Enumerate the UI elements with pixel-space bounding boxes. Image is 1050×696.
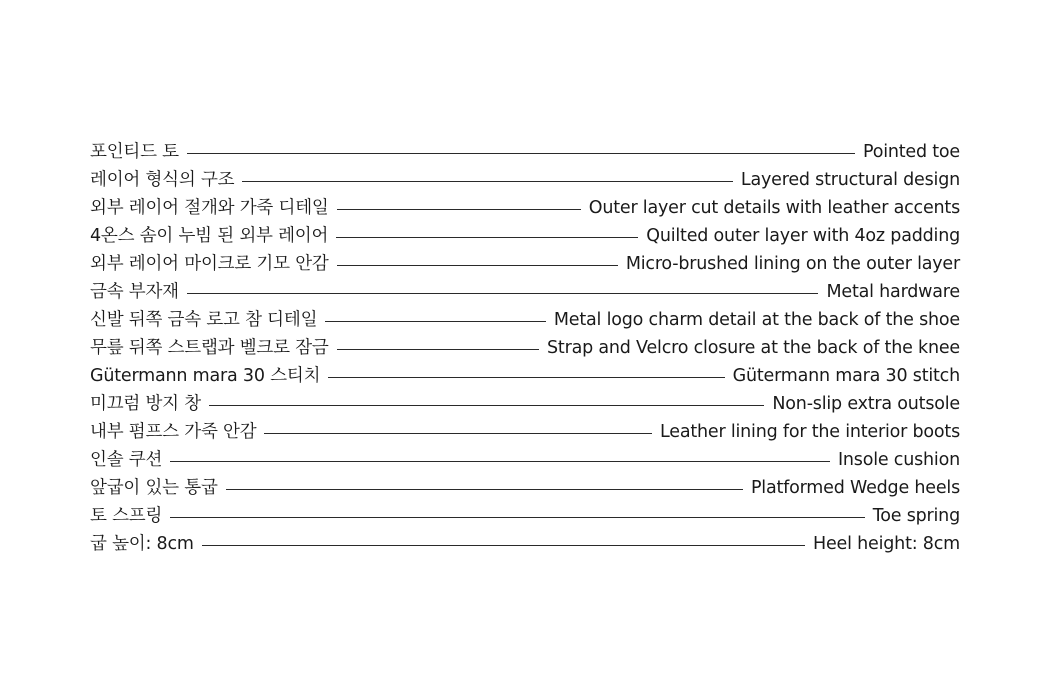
leader-line xyxy=(328,377,724,378)
leader-line xyxy=(337,209,581,210)
spec-label-en: Layered structural design xyxy=(740,170,960,190)
spec-label-ko: 외부 레이어 마이크로 기모 안감 xyxy=(90,254,329,274)
spec-label-en: Quilted outer layer with 4oz padding xyxy=(646,226,960,246)
spec-label-en: Strap and Velcro closure at the back of the knee xyxy=(547,338,960,358)
spec-label-en: Heel height: 8cm xyxy=(813,534,960,554)
leader-line xyxy=(336,237,638,238)
spec-row xyxy=(90,390,960,418)
leader-line xyxy=(226,489,743,490)
spec-label-en: Outer layer cut details with leather accents xyxy=(588,198,960,218)
spec-label-ko: 금속 부자재 xyxy=(90,282,179,302)
spec-label-ko: 레이어 형식의 구조 xyxy=(90,170,235,190)
leader-line xyxy=(209,405,764,406)
spec-label-ko: 무릎 뒤쪽 스트랩과 벨크로 잠금 xyxy=(90,338,329,358)
spec-label-en: Pointed toe xyxy=(862,142,960,162)
spec-label-en: Insole cushion xyxy=(837,450,960,470)
spec-label-en: Non-slip extra outsole xyxy=(772,394,960,414)
spec-label-en: Metal logo charm detail at the back of the shoe xyxy=(553,310,960,330)
spec-row xyxy=(90,194,960,222)
spec-label-ko: 내부 펌프스 가죽 안감 xyxy=(90,422,257,442)
spec-label-ko: 외부 레이어 절개와 가죽 디테일 xyxy=(90,198,329,218)
spec-label-en: Toe spring xyxy=(872,506,960,526)
leader-line xyxy=(202,545,805,546)
spec-label-en: Metal hardware xyxy=(826,282,960,302)
spec-row xyxy=(90,250,960,278)
spec-label-ko: 토 스프링 xyxy=(90,506,163,526)
leader-line xyxy=(242,181,733,182)
spec-label-ko: 신발 뒤쪽 금속 로고 참 디테일 xyxy=(90,310,318,330)
spec-label-ko: 4온스 솜이 누빔 된 외부 레이어 xyxy=(90,226,329,246)
spec-row xyxy=(90,166,960,194)
leader-line xyxy=(337,265,618,266)
leader-line xyxy=(337,349,539,350)
spec-label-en: Gütermann mara 30 stitch xyxy=(732,366,960,386)
leader-line xyxy=(264,433,652,434)
leader-line xyxy=(187,293,819,294)
spec-list xyxy=(90,138,960,558)
spec-row xyxy=(90,502,960,530)
spec-row xyxy=(90,222,960,250)
spec-row xyxy=(90,306,960,334)
leader-line xyxy=(170,461,830,462)
spec-row xyxy=(90,278,960,306)
spec-label-ko: 인솔 쿠션 xyxy=(90,450,163,470)
leader-line xyxy=(187,153,855,154)
spec-label-en: Leather lining for the interior boots xyxy=(660,422,960,442)
spec-label-ko: 앞굽이 있는 통굽 xyxy=(90,478,218,498)
spec-label-ko: 굽 높이: 8cm xyxy=(90,534,194,554)
spec-label-ko: 미끄럼 방지 창 xyxy=(90,394,201,414)
spec-label-ko: 포인티드 토 xyxy=(90,142,179,162)
spec-row xyxy=(90,334,960,362)
spec-row xyxy=(90,418,960,446)
leader-line xyxy=(325,321,546,322)
spec-label-ko: Gütermann mara 30 스티치 xyxy=(90,366,321,386)
spec-row xyxy=(90,362,960,390)
spec-label-en: Platformed Wedge heels xyxy=(750,478,960,498)
spec-row xyxy=(90,474,960,502)
spec-label-en: Micro-brushed lining on the outer layer xyxy=(625,254,960,274)
leader-line xyxy=(170,517,865,518)
spec-row xyxy=(90,138,960,166)
spec-row xyxy=(90,530,960,558)
spec-row xyxy=(90,446,960,474)
